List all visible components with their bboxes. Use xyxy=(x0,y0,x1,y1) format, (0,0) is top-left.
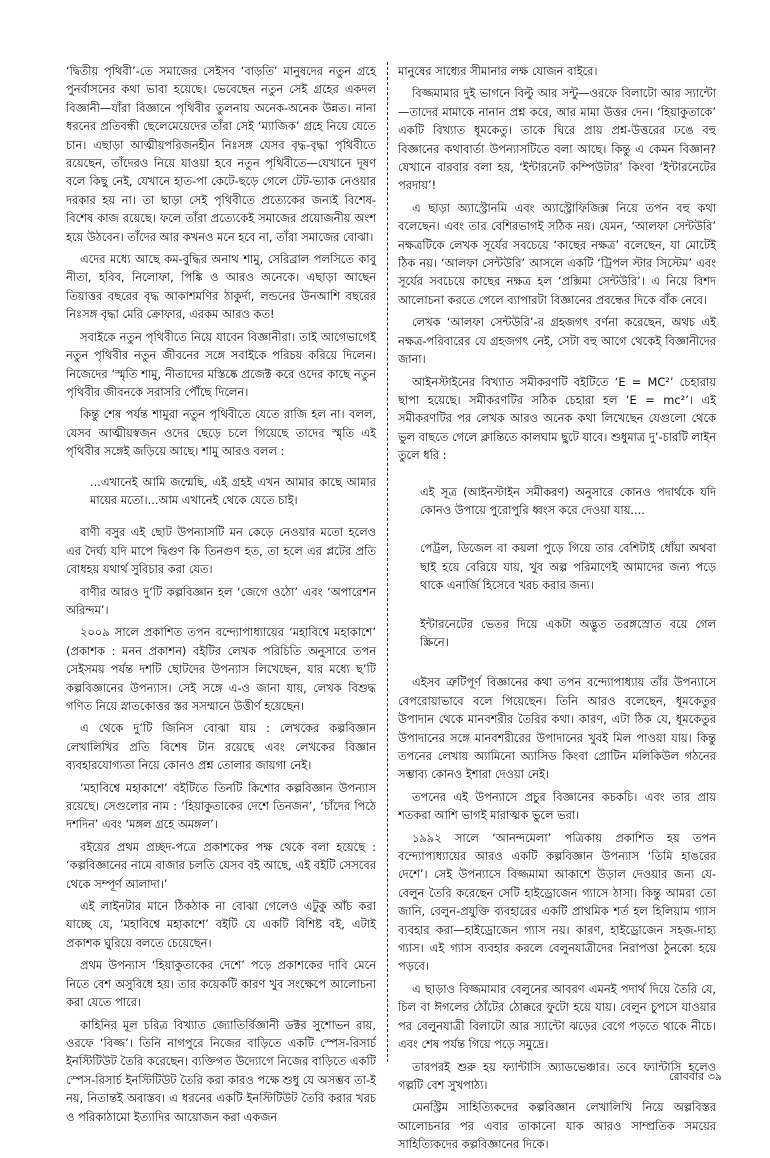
left-column xyxy=(66,62,376,1130)
right-column xyxy=(398,62,716,1158)
quote-line: ইন্টারনেটের ভেতর দিয়ে একটা অদ্ভুত তরঙ্গস্রোত বয়ে গেল স্ক্রিনে। xyxy=(420,616,716,649)
paragraph: সবাইকে নতুন পৃথিবীতে নিয়ে যাবেন বিজ্ঞানীরা। তাই আগেভাগেই নতুন পৃথিবীর নতুন জীবনের সঙ্গে সবাইকে পরিচয় করিয়ে দিলেন। নিজেদের ‘স্মৃতি শামু, নীতাদের মস্তিষ্কে প্রজেক্ট করে ওদের কাছে নতুন পৃথিবীর জীবনকে সরাসরি পৌঁছে দিলেন। xyxy=(66,329,376,399)
paragraph: আইনস্টাইনের বিখ্যাত সমীকরণটি বইটিতে ‘E = MC²’ চেহারায় ছাপা হয়েছে। সমীকরণটির সঠিক চেহারা হল ‘E = mc²’। এই সমীকরণটির পর লেখক আরও অনেক কথা লিখেছেন যেগুলো থেকে ভুল বাছতে গেলে ক্লান্তিতে কালঘাম ছুটে যাবে। শুধুমাত্র দু’-চারটি লাইন তুলে ধরি : xyxy=(398,374,716,463)
paragraph: এ ছাড়া অ্যাস্ট্রোনমি এবং অ্যাস্ট্রোফিজিক্স নিয়ে তপন বহু কথা বলেছেন। এবং তার বেশিরভাগই সঠিক নয়। যেমন, ‘আলফা সেন্টউরি’ নক্ষত্রটিকে লেখক সূর্যের সবচেয়ে ‘কাছের নক্ষত্র’ বলেছেন, যা মোটেই ঠিক নয়। ‘আলফা সেন্টউরি’ আসলে একটি ‘ট্রিপল স্টার সিস্টেম’ এবং সূর্যের সবচেয়ে কাছের নক্ষত্র হল ‘প্রক্সিমা সেন্টউরি’। এ নিয়ে বিশদ আলোচনা করতে গেলে ব্যাপারটা বিজ্ঞানের প্রবন্ধের দিকে বাঁক নেবে। xyxy=(398,200,716,307)
paragraph: ‘দ্বিতীয় পৃথিবী’-তে সমাজের সেইসব ‘বাড়তি’ মানুষদের নতুন গ্রহে পুনর্বাসনের কথা ভাবা হয়েছে। ভেবেছেন নতুন সেই গ্রহের একদল বিজ্ঞানী—যাঁরা বিজ্ঞানে পৃথিবীর তুলনায় অনেক-অনেক উন্নত। নানা ধরনের প্রতিবন্ধী ছেলেমেয়েদের তাঁরা সেই ‘ম্যাজিক’ গ্রহে নিয়ে যেতে চান। এছাড়া আত্মীয়পরিজনহীন নিঃসঙ্গ যেসব বৃদ্ধ-বৃদ্ধা পৃথিবীতে রয়েছেন, তাঁদেরও নিয়ে যাওয়া হবে নতুন পৃথিবীতে—যেখানে দূষণ বলে কিছু নেই, যেখানে হাত-পা কেটে-ছড়ে গেলে টেট-ভ্যাক নেওয়ার দরকার হয় না। তা ছাড়া সেই পৃথিবীতে প্রত্যেকের জন্যই বিশেষ-বিশেষ কাজ রয়েছে। ফলে তাঁরা প্রত্যেকেই সমাজের প্রয়োজনীয় অংশ হয়ে উঠবেন। তাঁদের আর কখনও মনে হবে না, তাঁরা সমাজের বোঝা। xyxy=(66,64,376,244)
block-quote: ...এখানেই আমি জন্মেছি, এই গ্রহই এখন আমার কাছে আমার মায়ের মতো।...আম এখানেই থেকে যেতে চাই। xyxy=(90,474,376,507)
paragraph: বইয়ের প্রথম প্রচ্ছদ-পত্রে প্রকাশকের পক্ষ থেকে বলা হয়েছে : ‘কল্পবিজ্ঞানের নামে বাজার চলতি যেসব বই আছে, এই বইটি সেসবের থেকে সম্পূর্ণ আলাদা।’ xyxy=(66,839,376,891)
block-quote xyxy=(420,483,716,652)
column-divider xyxy=(387,62,388,1062)
paragraph: বাণীর আরও দু’টি কল্পবিজ্ঞান হল ‘জেগে ওঠো’ এবং ‘অপারেশন অরিন্দম’। xyxy=(66,584,376,617)
paragraph: ১৯৯২ সালে ‘আনন্দমেলা’ পত্রিকায় প্রকাশিত হয় তপন বন্দ্যোপাধ্যায়ের আরও একটি কল্পবিজ্ঞান উপন্যাস ‘তিমি হাঙরের দেশে’। সেই উপন্যাসে বিজ্জমামা আকাশে উড়াল দেওয়ার জন্য যে-বেলুন তৈরি করেছেন সেটি হাইড্রোজেন গ্যাসে ঠাসা। কিন্তু আমরা তো জানি, বেলুন-প্রযুক্তি ব্যবহারের একটি প্রাথমিক শর্ত হল হিলিয়াম গ্যাস ব্যবহার করা—হাইড্রোজেন গ্যাস নয়। কারণ, হাইড্রোজেন সহজ-দাহ্য গ্যাস। এই গ্যাস ব্যবহার করলে বেলুনযাত্রীদের নিরাপত্তা ঠুনকো হয়ে পড়বে। xyxy=(398,830,716,974)
quote-line: পেট্রল, ডিজেল বা কয়লা পুড়ে গিয়ে তার বেশিটাই ধোঁয়া অথবা ছাই হয়ে বেরিয়ে যায়, খুব অল্প পরিমাণেই আমাদের জন্য পড়ে থাকে এনার্জি হিসেবে খরচ করার জন্য। xyxy=(420,541,716,593)
paragraph: এই লাইনটার মানে ঠিকঠাক না বোঝা গেলেও এটুকু আঁচ করা যাচ্ছে যে, ‘মহাবিশ্বে মহাকাশে’ বইটি যে একটি বিশিষ্ট বই, এটাই প্রকাশক ঘুরিয়ে বলতে চেয়েছেন। xyxy=(66,899,376,950)
paragraph: এ ছাড়াও বিজ্জমামার বেলুনের আবরণ এমনই পদার্থ দিয়ে তৈরি যে, চিল বা ঈগলের ঠোঁটের ঠোক্করে ফুটো হয়ে যায়। বেলুন চুপসে যাওয়ার পর বেলুনযাত্রী বিলাটো আর স্যান্টো ঝড়ের বেগে পড়তে থাকে নীচে। এবং শেষ পর্যন্ত গিয়ে পড়ে সমুদ্রে। xyxy=(398,981,716,1052)
paragraph: কাহিনির মূল চরিত্র বিখ্যাত জ্যোতির্বিজ্ঞানী ডক্টর সুশোভন রায়, ওরফে ‘বিজ্জ’। তিনি নাগপুরে নিজের বাড়িতে একটি স্পেস-রিসার্চ ইনস্টিটিউট তৈরি করেছেন। ব্যক্তিগত উদ্যোগে নিজের বাড়িতে একটি স্পেস-রিসার্চ ইনস্টিটিউট তৈরি করা কারও পক্ষে শুধু যে অসম্ভব তা-ই নয়, নিতান্তই অবাস্তব। এ ধরনের একটি ইনস্টিটিউট তৈরি করার খরচ ও পরিকাঠামো ইত্যাদির আয়োজন করা একজন xyxy=(66,1017,376,1124)
paragraph: এ থেকে দু’টি জিনিস বোঝা যায় : লেখকের কল্পবিজ্ঞান লেখালিখির প্রতি বিশেষ টান রয়েছে এবং লেখকের বিজ্ঞান ব্যবহারযোগ্যতা নিয়ে কোনও প্রশ্ন তোলার জায়গা নেই। xyxy=(66,721,376,773)
paragraph: মানুষের সাধ্যের সীমানার লক্ষ যোজন বাইরে। xyxy=(398,64,598,78)
paragraph: বাণী বসুর এই ছোট উপন্যাসটি মন কেড়ে নেওয়ার মতো হলেও এর দৈর্ঘ্য যদি মাপে দ্বিগুণ কি তিনগুণ হত, তা হলে এর প্লটের প্রতি বোধহয় যথার্থ সুবিচার করা যেত। xyxy=(66,525,376,577)
paragraph: ২০০৯ সালে প্রকাশিত তপন বন্দ্যোপাধ্যায়ের ‘মহাবিশ্বে মহাকাশে’ (প্রকাশক : মনন প্রকাশন) বইটির লেখক পরিচিতি অনুসারে তপন সেইসময় পর্যন্ত দশটি ছোটদের উপন্যাস লিখেছেন, যার মধ্যে ছ’টি কল্পবিজ্ঞানের উপন্যাস। সেই সঙ্গে এ-ও জানা যায়, লেখক বিশুদ্ধ গণিত নিয়ে স্নাতকোত্তর স্তর সসম্মানে উত্তীর্ণ হয়েছেন। xyxy=(66,625,376,713)
paragraph: তারপরই শুরু হয় ফ্যান্টাসি অ্যাডভেঞ্চার। তবে ফ্যান্টাসি হলেও গল্পটি বেশ সুখপাঠ্য। xyxy=(398,1059,716,1092)
paragraph: কিন্তু শেষ পর্যন্ত শামুরা নতুন পৃথিবীতে যেতে রাজি হল না। বলল, যেসব আত্মীয়স্বজন ওদের ছেড়ে চলে গিয়েছে তাদের স্মৃতি এই পৃথিবীর সঙ্গেই জড়িয়ে আছে। শামু আরও বলল : xyxy=(66,407,376,459)
page-footer: রোববার ৩৯ xyxy=(669,1070,722,1083)
paragraph: লেখক ‘আলফা সেন্টউরি’-র গ্রহজগৎ বর্ণনা করেছেন, অথচ এই নক্ষত্র-পরিবারের যে গ্রহজগৎ নেই, সেটা বহু আগে থেকেই বিজ্ঞানীদের জানা। xyxy=(398,315,716,367)
paragraph: বিজ্জমামার দুই ভাগনে বিল্টু আর সন্টু—ওরফে বিলাটো আর স্যান্টো—তাদের মামাকে নানান প্রশ্ন করে, আর মামা উত্তর দেন। ‘হিয়াকুতাকে’ একটি বিখ্যাত ধূমকেতু। তাকে ঘিরে প্রায় প্রশ্ন-উত্তরের ঢঙে বহু বিজ্ঞানের কথাবার্তা উপন্যাসটিতে বলা আছে। কিন্তু এ কেমন বিজ্ঞান? যেখানে বারবার বলা হয়, ‘ইন্টারনেট কম্পিউটার’ কিংবা ‘ইন্টারনেটের পরদায়’! xyxy=(398,86,716,193)
paragraph: এদের মধ্যে আছে কম-বুদ্ধির অনাথ শামু, সেরিব্রাল পলসিতে কাবু নীতা, হবিব, নিলোফা, পিঙ্কি ও আরও অনেকে। এছাড়া আছেন তিয়াত্তর বছরের বৃদ্ধ আকাশমণির ঠাকুর্দা, লন্ডনের উনআশি বছরের নিঃসঙ্গ বৃদ্ধা মেরি ক্রোফার, এরকম আরও কত! xyxy=(66,252,376,322)
paragraph: এইসব ত্রুটিপূর্ণ বিজ্ঞানের কথা তপন বন্দ্যোপাধ্যায় তাঁর উপন্যাসে বেপরোয়াভাবে বলে গিয়েছেন। তিনি আরও বলেছেন, ধূমকেতুর উপাদান থেকে মানবশরীর তৈরির কথা। কারণ, এটা ঠিক যে, ধূমকেতুর উপাদানের সঙ্গে মানবশরীরের উপাদানের খুবই মিল পাওয়া যায়। কিন্তু তপনের লেখায় অ্যামিনো অ্যাসিড কিংবা প্রোটিন মলিকিউল গঠনের সম্ভাব্য কোনও ইশারা দেওয়া নেই। xyxy=(398,675,716,782)
paragraph: ‘মহাবিশ্বে মহাকাশে’ বইটিতে তিনটি কিশোর কল্পবিজ্ঞান উপন্যাস রয়েছে। সেগুলোর নাম : ‘হিয়াকুতাকের দেশে তিনজন’, ‘চাঁদের পিঠে দশদিন’ এবং ‘মঙ্গল গ্রহে অমঙ্গল’। xyxy=(66,780,376,832)
paragraph: প্রথম উপন্যাস ‘হিয়াকুতাকের দেশে’ পড়ে প্রকাশকের দাবি মেনে নিতে বেশ অসুবিধে হয়। তার কয়েকটি কারণ খুব সংক্ষেপে আলোচনা করা যেতে পারে। xyxy=(66,958,376,1010)
paragraph: মেনস্ট্রিম সাহিত্যিকদের কল্পবিজ্ঞান লেখালিখি নিয়ে অল্পবিস্তর আলোচনার পর এবার তাকানো যাক আরও সাম্প্রতিক সময়ের সাহিত্যিকদের কল্পবিজ্ঞানের দিকে। xyxy=(398,1100,716,1152)
quote-line: এই সূত্র (আইনস্টাইন সমীকরণ) অনুসারে কোনও পদার্থকে যদি কোনও উপায়ে পুরোপুরি ধ্বংস করে দেওয়া যায়.... xyxy=(420,484,716,517)
paragraph: তপনের এই উপন্যাসে প্রচুর বিজ্ঞানের কচকচি। এবং তার প্রায় শতকরা আশি ভাগই মারাত্মক ভুলে ভরা। xyxy=(398,789,716,823)
